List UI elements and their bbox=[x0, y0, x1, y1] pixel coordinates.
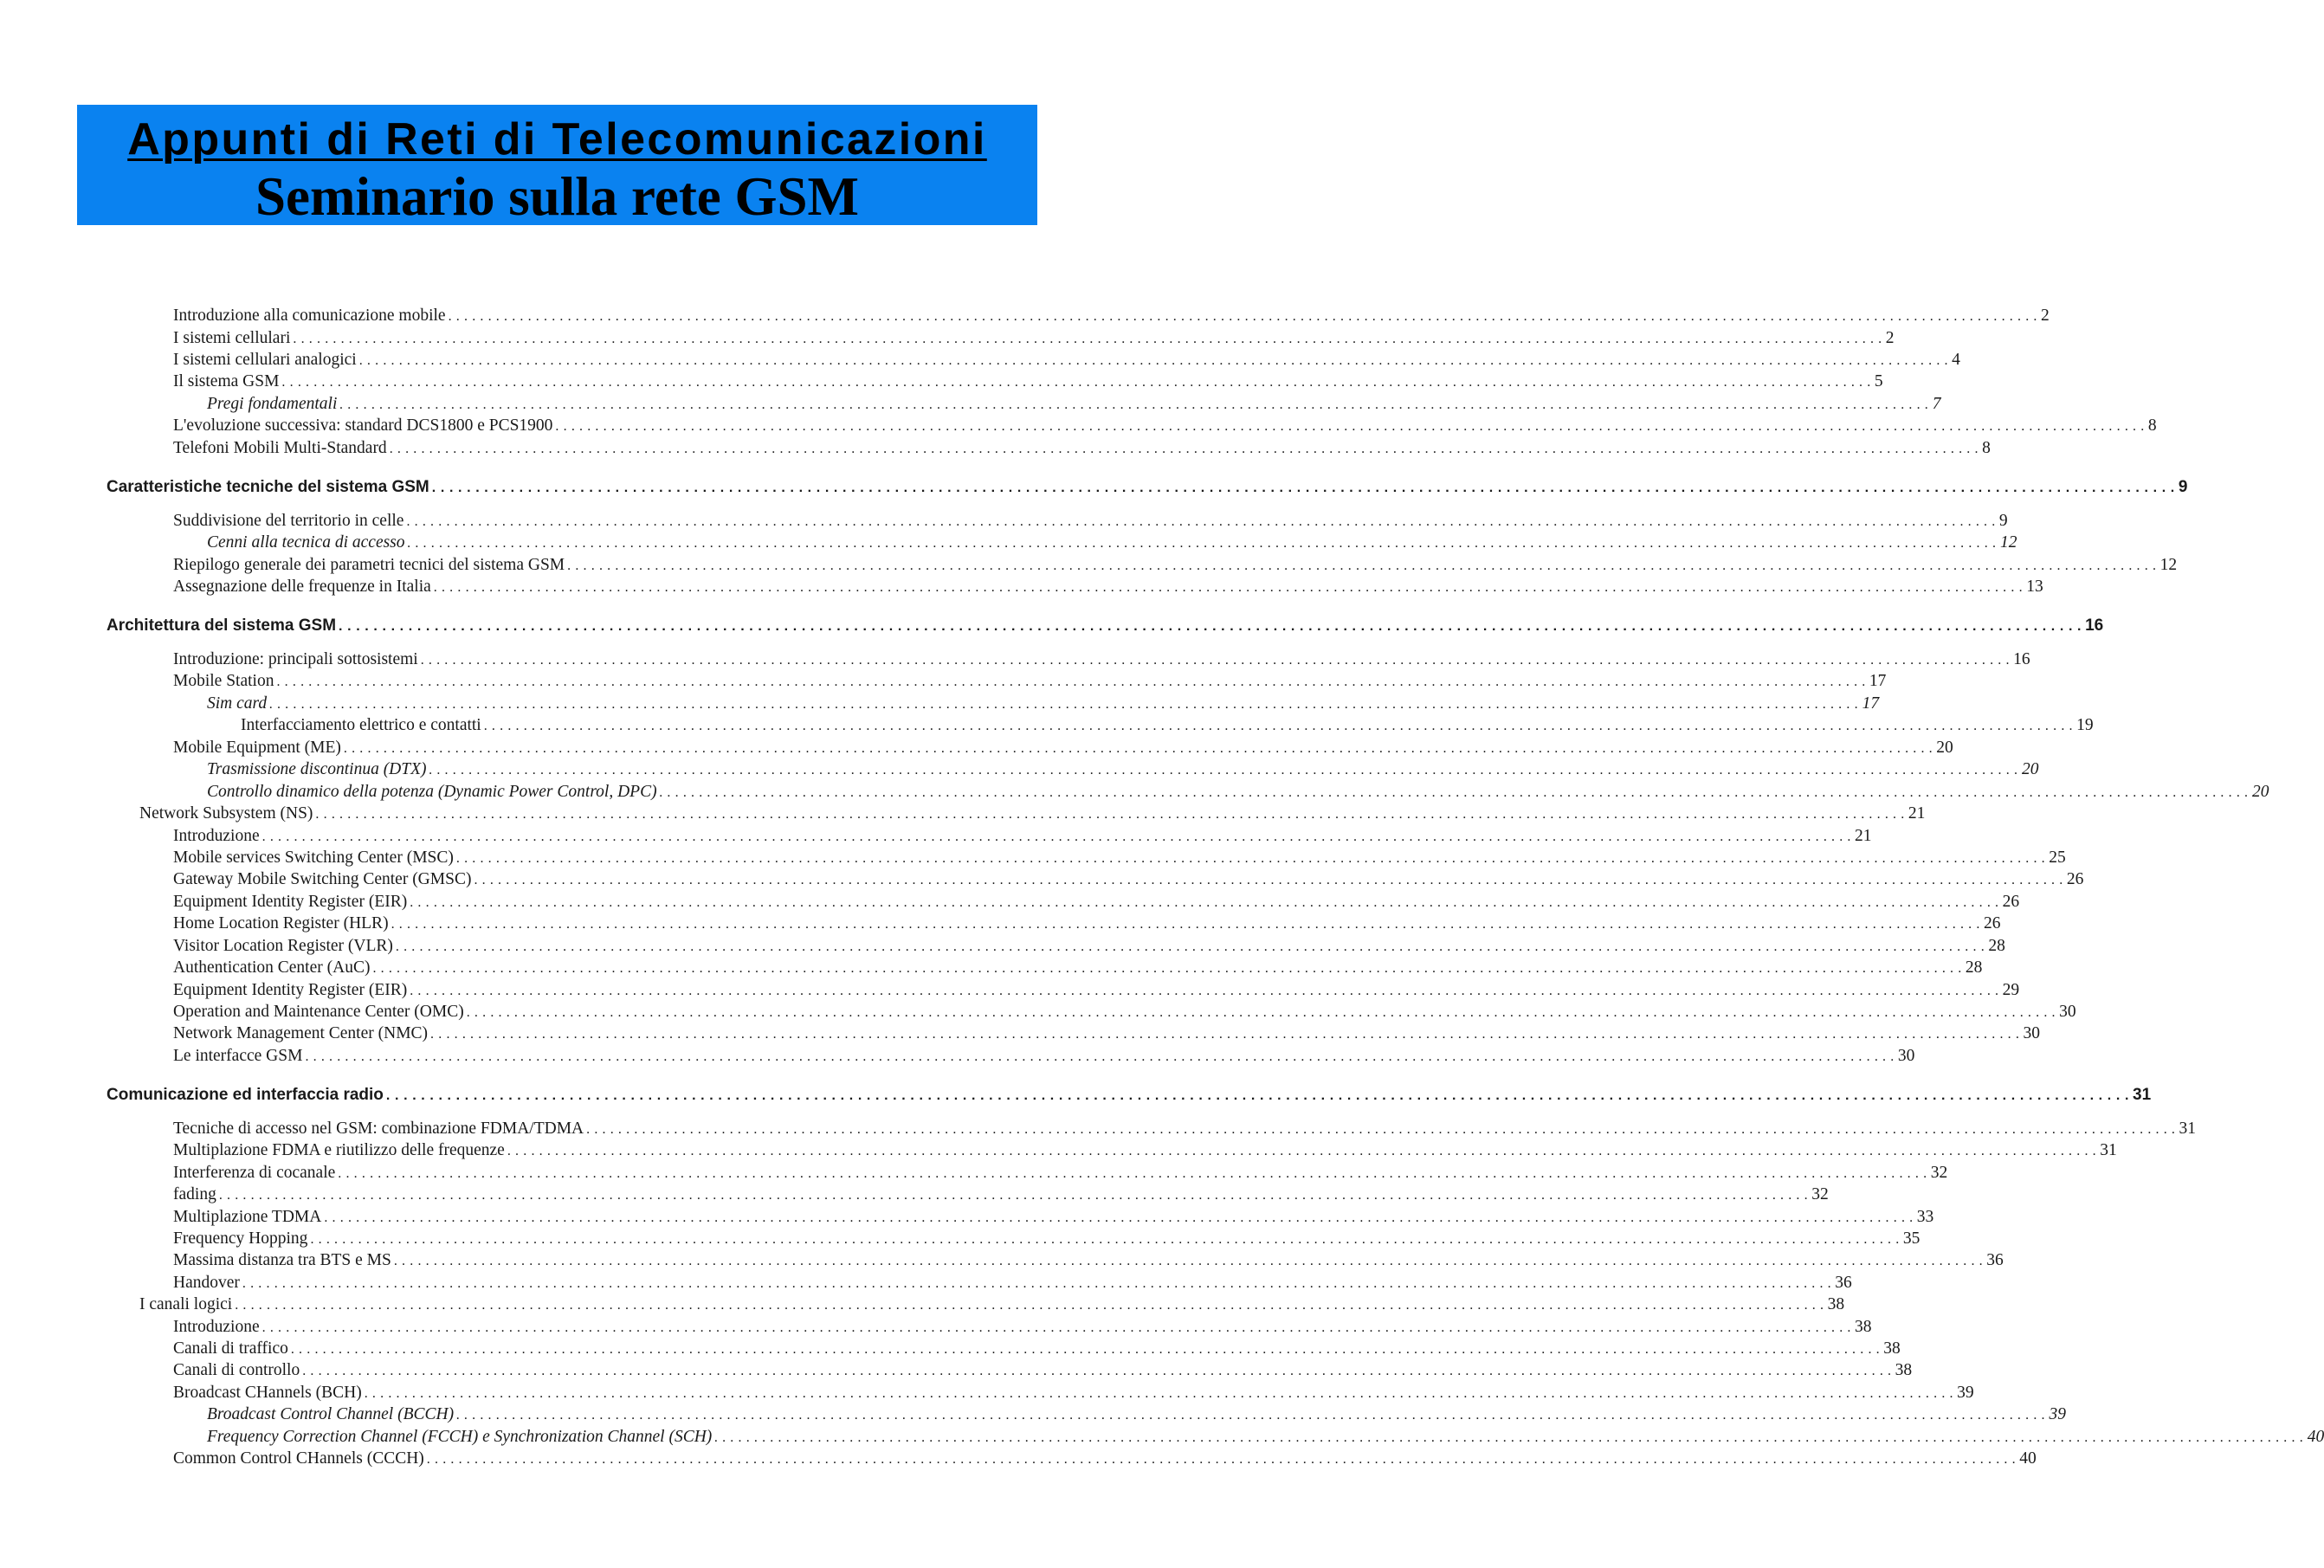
toc-leader-dots: . . . . . . . . . . . . . . . . . . . . . . . . . . . . . . . . . . . . . . . . . . . . . . . . . . . . . . . . . . . . . . . . . . . . . . . . . . . . . . . . . . . . . . . . . . . . . . . . . . . . . . . . . . . . . . . . . . . . . . . . . . . . . . . . . . . . . . . . . . . . . . . . . . . . . . . . . . . . . . . . . . . . . . . . . . . . . . . . . . . . . . . . . . . . . . . . . . . . . . . . bbox=[466, 1005, 2056, 1020]
toc-entry-page: 26 bbox=[2066, 870, 2084, 888]
toc-entry-title: Frequency Correction Channel (FCCH) e Synchronization Channel (SCH) bbox=[207, 1428, 713, 1446]
toc-entry[interactable] bbox=[139, 803, 1926, 825]
toc-entry[interactable] bbox=[173, 670, 1887, 693]
toc-entry-page: 36 bbox=[1986, 1251, 2004, 1269]
toc-entry[interactable] bbox=[173, 305, 2050, 327]
toc-entry[interactable] bbox=[173, 979, 2020, 1002]
toc-entry[interactable] bbox=[207, 693, 1880, 715]
toc-entry[interactable] bbox=[173, 1382, 1974, 1404]
toc-entry[interactable] bbox=[173, 913, 2001, 935]
toc-leader-dots: . . . . . . . . . . . . . . . . . . . . . . . . . . . . . . . . . . . . . . . . . . . . . . . . . . . . . . . . . . . . . . . . . . . . . . . . . . . . . . . . . . . . . . . . . . . . . . . . . . . . . . . . . . . . . . . . . . . . . . . . . . . . . . . . . . . . . . . . . . . . . . . . . . . . . . . . . . . . . . . . . . . . . . . . . . . . . . . . . . . . . . . . . . . . . . . . . . . . . . . . bbox=[372, 961, 1962, 976]
toc-entry[interactable] bbox=[173, 1338, 1901, 1360]
toc-entry[interactable] bbox=[173, 1045, 1915, 1068]
toc-leader-dots: . . . . . . . . . . . . . . . . . . . . . . . . . . . . . . . . . . . . . . . . . . . . . . . . . . . . . . . . . . . . . . . . . . . . . . . . . . . . . . . . . . . . . . . . . . . . . . . . . . . . . . . . . . . . . . . . . . . . . . . . . . . . . . . . . . . . . . . . . . . . . . . . . . . . . . . . . . . . . . . . . . . . . . . . . . . . . . . . . . . . . . . . . . . . . . . . . . . . . . . . bbox=[290, 1342, 1881, 1357]
toc-entry-page: 17 bbox=[1869, 672, 1887, 690]
toc-leader-dots: . . . . . . . . . . . . . . . . . . . . . . . . . . . . . . . . . . . . . . . . . . . . . . . . . . . . . . . . . . . . . . . . . . . . . . . . . . . . . . . . . . . . . . . . . . . . . . . . . . . . . . . . . . . . . . . . . . . . . . . . . . . . . . . . . . . . . . . . . . . . . . . . . . . . . . . . . . . . . . . . . . . . . . . . . . . . . . . . . . . . . . . . . . . . . . . . . . . . . . . . bbox=[385, 1088, 2129, 1103]
toc-entry-page: 13 bbox=[2026, 578, 2043, 596]
toc-entry-page: 40 bbox=[2307, 1428, 2324, 1446]
toc-leader-dots: . . . . . . . . . . . . . . . . . . . . . . . . . . . . . . . . . . . . . . . . . . . . . . . . . . . . . . . . . . . . . . . . . . . . . . . . . . . . . . . . . . . . . . . . . . . . . . . . . . . . . . . . . . . . . . . . . . . . . . . . . . . . . . . . . . . . . . . . . . . . . . . . . . . . . . . . . . . . . . . . . . . . . . . . . . . . . . . . . . . . . . . . . . . . . . . . . . . . . . . . bbox=[389, 442, 1979, 456]
toc-entry-page: 19 bbox=[2076, 716, 2094, 734]
toc-leader-dots: . . . . . . . . . . . . . . . . . . . . . . . . . . . . . . . . . . . . . . . . . . . . . . . . . . . . . . . . . . . . . . . . . . . . . . . . . . . . . . . . . . . . . . . . . . . . . . . . . . . . . . . . . . . . . . . . . . . . . . . . . . . . . . . . . . . . . . . . . . . . . . . . . . . . . . . . . . . . . . . . . . . . . . . . . . . . . . . . . . . . . . . . . . . . . . . . . . . . . . . . bbox=[281, 375, 1871, 390]
toc-entry[interactable] bbox=[207, 758, 2039, 781]
toc-entry-page: 21 bbox=[1855, 827, 1872, 845]
toc-entry[interactable] bbox=[173, 510, 2008, 532]
toc-entry-page: 28 bbox=[1965, 958, 1983, 977]
toc-leader-dots: . . . . . . . . . . . . . . . . . . . . . . . . . . . . . . . . . . . . . . . . . . . . . . . . . . . . . . . . . . . . . . . . . . . . . . . . . . . . . . . . . . . . . . . . . . . . . . . . . . . . . . . . . . . . . . . . . . . . . . . . . . . . . . . . . . . . . . . . . . . . . . . . . . . . . . . . . . . . . . . . . . . . . . . . . . . . . . . . . . . . . . . . . . . . . . . . . . . . . . . . bbox=[315, 807, 1905, 822]
toc-entry-title: Common Control CHannels (CCCH) bbox=[173, 1449, 424, 1468]
toc-leader-dots: . . . . . . . . . . . . . . . . . . . . . . . . . . . . . . . . . . . . . . . . . . . . . . . . . . . . . . . . . . . . . . . . . . . . . . . . . . . . . . . . . . . . . . . . . . . . . . . . . . . . . . . . . . . . . . . . . . . . . . . . . . . . . . . . . . . . . . . . . . . . . . . . . . . . . . . . . . . . . . . . . . . . . . . . . . . . . . . . . . . . . . . . . . . . . . . . . . . . . . . . bbox=[242, 1276, 1832, 1291]
toc-entry-title: Multiplazione TDMA bbox=[173, 1208, 322, 1226]
toc-entry-title: Sim card bbox=[207, 694, 268, 713]
toc-entry[interactable] bbox=[173, 1001, 2076, 1023]
toc-entry-page: 16 bbox=[2085, 616, 2104, 635]
toc-entry-title: Introduzione: principali sottosistemi bbox=[173, 650, 418, 668]
toc-entry-page: 20 bbox=[2021, 760, 2039, 778]
toc-entry-page: 8 bbox=[2147, 416, 2157, 435]
toc-section-entry[interactable] bbox=[107, 1084, 2152, 1107]
toc-entry[interactable] bbox=[173, 415, 2157, 437]
toc-leader-dots: . . . . . . . . . . . . . . . . . . . . . . . . . . . . . . . . . . . . . . . . . . . . . . . . . . . . . . . . . . . . . . . . . . . . . . . . . . . . . . . . . . . . . . . . . . . . . . . . . . . . . . . . . . . . . . . . . . . . . . . . . . . . . . . . . . . . . . . . . . . . . . . . . . . . . . . . . . . . . . . . . . . . . . . . . . . . . . . . . . . . . . . . . . . . . . . . . . . . . . . . bbox=[235, 1298, 1824, 1313]
toc-entry[interactable] bbox=[173, 1184, 1829, 1206]
toc-entry[interactable] bbox=[173, 847, 2066, 869]
toc-entry-page: 4 bbox=[1952, 351, 1960, 369]
toc-entry-title: fading bbox=[173, 1185, 216, 1203]
toc-entry[interactable] bbox=[173, 327, 1895, 350]
toc-entry[interactable] bbox=[173, 1118, 2197, 1140]
toc-leader-dots: . . . . . . . . . . . . . . . . . . . . . . . . . . . . . . . . . . . . . . . . . . . . . . . . . . . . . . . . . . . . . . . . . . . . . . . . . . . . . . . . . . . . . . . . . . . . . . . . . . . . . . . . . . . . . . . . . . . . . . . . . . . . . . . . . . . . . . . . . . . . . . . . . . . . . . . . . . . . . . . . . . . . . . . . . . . . . . . . . . . . . . . . . . . . . . . . . . . . . . . . bbox=[555, 419, 2145, 434]
toc-entry-title: Introduzione bbox=[173, 1318, 260, 1336]
toc-entry[interactable] bbox=[173, 825, 1872, 848]
toc-entry-page: 29 bbox=[2002, 981, 2020, 999]
toc-entry-title: I sistemi cellulari analogici bbox=[173, 351, 357, 369]
toc-entry-page: 12 bbox=[2159, 556, 2178, 574]
toc-entry-page: 7 bbox=[1932, 395, 1941, 413]
toc-entry[interactable] bbox=[173, 1249, 2004, 1272]
toc-leader-dots: . . . . . . . . . . . . . . . . . . . . . . . . . . . . . . . . . . . . . . . . . . . . . . . . . . . . . . . . . . . . . . . . . . . . . . . . . . . . . . . . . . . . . . . . . . . . . . . . . . . . . . . . . . . . . . . . . . . . . . . . . . . . . . . . . . . . . . . . . . . . . . . . . . . . . . . . . . . . . . . . . . . . . . . . . . . . . . . . . . . . . . . . . . . . . . . . . . . . . . . . bbox=[276, 674, 1866, 689]
toc-leader-dots: . . . . . . . . . . . . . . . . . . . . . . . . . . . . . . . . . . . . . . . . . . . . . . . . . . . . . . . . . . . . . . . . . . . . . . . . . . . . . . . . . . . . . . . . . . . . . . . . . . . . . . . . . . . . . . . . . . . . . . . . . . . . . . . . . . . . . . . . . . . . . . . . . . . . . . . . . . . . . . . . . . . . . . . . . . . . . . . . . . . . . . . . . . . . . . . . . . . . . . . . bbox=[507, 1144, 2097, 1158]
toc-entry-page: 38 bbox=[1895, 1361, 1913, 1379]
toc-leader-dots: . . . . . . . . . . . . . . . . . . . . . . . . . . . . . . . . . . . . . . . . . . . . . . . . . . . . . . . . . . . . . . . . . . . . . . . . . . . . . . . . . . . . . . . . . . . . . . . . . . . . . . . . . . . . . . . . . . . . . . . . . . . . . . . . . . . . . . . . . . . . . . . . . . . . . . . . . . . . . . . . . . . . . . . . . . . . . . . . . . . . . . . . . . . . . . . . . . . . . . . . bbox=[483, 719, 2074, 733]
toc-leader-dots: . . . . . . . . . . . . . . . . . . . . . . . . . . . . . . . . . . . . . . . . . . . . . . . . . . . . . . . . . . . . . . . . . . . . . . . . . . . . . . . . . . . . . . . . . . . . . . . . . . . . . . . . . . . . . . . . . . . . . . . . . . . . . . . . . . . . . . . . . . . . . . . . . . . . . . . . . . . . . . . . . . . . . . . . . . . . . . . . . . . . . . . . . . . . . . . . . . . . . . . . bbox=[410, 984, 1999, 998]
toc-entry-title: Frequency Hopping bbox=[173, 1229, 308, 1248]
toc-entry-page: 26 bbox=[2002, 893, 2020, 911]
toc-entry[interactable] bbox=[173, 437, 1991, 460]
toc-entry[interactable] bbox=[173, 957, 1983, 979]
toc-leader-dots: . . . . . . . . . . . . . . . . . . . . . . . . . . . . . . . . . . . . . . . . . . . . . . . . . . . . . . . . . . . . . . . . . . . . . . . . . . . . . . . . . . . . . . . . . . . . . . . . . . . . . . . . . . . . . . . . . . . . . . . . . . . . . . . . . . . . . . . . . . . . . . . . . . . . . . . . . . . . . . . . . . . . . . . . . . . . . . . . . . . . . . . . . . . . . . . . . . . . . . . . bbox=[343, 741, 1933, 756]
toc-leader-dots: . . . . . . . . . . . . . . . . . . . . . . . . . . . . . . . . . . . . . . . . . . . . . . . . . . . . . . . . . . . . . . . . . . . . . . . . . . . . . . . . . . . . . . . . . . . . . . . . . . . . . . . . . . . . . . . . . . . . . . . . . . . . . . . . . . . . . . . . . . . . . . . . . . . . . . . . . . . . . . . . . . . . . . . . . . . . . . . . . . . . . . . . . . . . . . . . . . . . . . . . bbox=[433, 580, 2024, 595]
document-title: Appunti di Reti di Telecomunicazioni bbox=[127, 114, 987, 165]
toc-entry[interactable] bbox=[173, 576, 2043, 598]
toc-entry-page: 31 bbox=[2100, 1141, 2117, 1159]
toc-entry-title: Comunicazione ed interfaccia radio bbox=[107, 1086, 384, 1104]
toc-entry-page: 33 bbox=[1916, 1208, 1934, 1226]
toc-entry[interactable] bbox=[173, 1448, 2037, 1470]
toc-entry-title: Network Management Center (NMC) bbox=[173, 1024, 429, 1042]
toc-entry[interactable] bbox=[207, 532, 2017, 554]
toc-entry-title: Handover bbox=[173, 1274, 240, 1292]
toc-entry-page: 38 bbox=[1827, 1295, 1845, 1313]
toc-entry[interactable] bbox=[173, 1359, 1913, 1382]
toc-leader-dots: . . . . . . . . . . . . . . . . . . . . . . . . . . . . . . . . . . . . . . . . . . . . . . . . . . . . . . . . . . . . . . . . . . . . . . . . . . . . . . . . . . . . . . . . . . . . . . . . . . . . . . . . . . . . . . . . . . . . . . . . . . . . . . . . . . . . . . . . . . . . . . . . . . . . . . . . . . . . . . . . . . . . . . . . . . . . . . . . . . . . . . . . . . . . . . . . . . . . . . . . bbox=[293, 332, 1882, 346]
toc-entry-title: Interferenza di cocanale bbox=[173, 1164, 336, 1182]
toc-leader-dots: . . . . . . . . . . . . . . . . . . . . . . . . . . . . . . . . . . . . . . . . . . . . . . . . . . . . . . . . . . . . . . . . . . . . . . . . . . . . . . . . . . . . . . . . . . . . . . . . . . . . . . . . . . . . . . . . . . . . . . . . . . . . . . . . . . . . . . . . . . . . . . . . . . . . . . . . . . . . . . . . . . . . . . . . . . . . . . . . . . . . . . . . . . . . . . . . . . . . . . . . bbox=[339, 397, 1929, 412]
toc-entry-title: Controllo dinamico della potenza (Dynamic Power Control, DPC) bbox=[207, 783, 657, 801]
toc-entry[interactable] bbox=[207, 1403, 2066, 1426]
toc-leader-dots: . . . . . . . . . . . . . . . . . . . . . . . . . . . . . . . . . . . . . . . . . . . . . . . . . . . . . . . . . . . . . . . . . . . . . . . . . . . . . . . . . . . . . . . . . . . . . . . . . . . . . . . . . . . . . . . . . . . . . . . . . . . . . . . . . . . . . . . . . . . . . . . . . . . . . . . . . . . . . . . . . . . . . . . . . . . . . . . . . . . . . . . . . . . . . . . . . . . . . . . . bbox=[393, 1254, 1984, 1268]
toc-entry-page: 38 bbox=[1855, 1318, 1872, 1336]
toc-entry-title: Caratteristiche tecniche del sistema GSM bbox=[107, 478, 429, 496]
document-subtitle: Seminario sulla rete GSM bbox=[255, 166, 860, 227]
toc-leader-dots: . . . . . . . . . . . . . . . . . . . . . . . . . . . . . . . . . . . . . . . . . . . . . . . . . . . . . . . . . . . . . . . . . . . . . . . . . . . . . . . . . . . . . . . . . . . . . . . . . . . . . . . . . . . . . . . . . . . . . . . . . . . . . . . . . . . . . . . . . . . . . . . . . . . . . . . . . . . . . . . . . . . . . . . . . . . . . . . . . . . . . . . . . . . . . . . . . . . . . . . . bbox=[586, 1122, 2176, 1137]
toc-leader-dots: . . . . . . . . . . . . . . . . . . . . . . . . . . . . . . . . . . . . . . . . . . . . . . . . . . . . . . . . . . . . . . . . . . . . . . . . . . . . . . . . . . . . . . . . . . . . . . . . . . . . . . . . . . . . . . . . . . . . . . . . . . . . . . . . . . . . . . . . . . . . . . . . . . . . . . . . . . . . . . . . . . . . . . . . . . . . . . . . . . . . . . . . . . . . . . . . . . . . . . . . bbox=[338, 1166, 1927, 1181]
toc-entry-title: Equipment Identity Register (EIR) bbox=[173, 981, 408, 999]
toc-entry-title: Architettura del sistema GSM bbox=[107, 616, 337, 635]
toc-entry-title: Visitor Location Register (VLR) bbox=[173, 937, 393, 955]
toc-entry-title: Authentication Center (AuC) bbox=[173, 958, 371, 977]
toc-entry-page: 20 bbox=[2252, 783, 2269, 801]
toc-entry-page: 30 bbox=[2023, 1024, 2040, 1042]
toc-entry-title: Tecniche di accesso nel GSM: combinazione FDMA/TDMA bbox=[173, 1120, 584, 1138]
toc-leader-dots: . . . . . . . . . . . . . . . . . . . . . . . . . . . . . . . . . . . . . . . . . . . . . . . . . . . . . . . . . . . . . . . . . . . . . . . . . . . . . . . . . . . . . . . . . . . . . . . . . . . . . . . . . . . . . . . . . . . . . . . . . . . . . . . . . . . . . . . . . . . . . . . . . . . . . . . . . . . . . . . . . . . . . . . . . . . . . . . . . . . . . . . . . . . . . . . . . . . . . . . . bbox=[364, 1386, 1954, 1401]
toc-entry[interactable] bbox=[173, 868, 2084, 891]
toc-entry-page: 2 bbox=[2041, 307, 2050, 325]
toc-entry-title: Equipment Identity Register (EIR) bbox=[173, 893, 408, 911]
toc-entry-title: Network Subsystem (NS) bbox=[139, 804, 313, 823]
toc-leader-dots: . . . . . . . . . . . . . . . . . . . . . . . . . . . . . . . . . . . . . . . . . . . . . . . . . . . . . . . . . . . . . . . . . . . . . . . . . . . . . . . . . . . . . . . . . . . . . . . . . . . . . . . . . . . . . . . . . . . . . . . . . . . . . . . . . . . . . . . . . . . . . . . . . . . . . . . . . . . . . . . . . . . . . . . . . . . . . . . . . . . . . . . . . . . . . . . . . . . . . . . . bbox=[302, 1364, 1892, 1378]
toc-leader-dots: . . . . . . . . . . . . . . . . . . . . . . . . . . . . . . . . . . . . . . . . . . . . . . . . . . . . . . . . . . . . . . . . . . . . . . . . . . . . . . . . . . . . . . . . . . . . . . . . . . . . . . . . . . . . . . . . . . . . . . . . . . . . . . . . . . . . . . . . . . . . . . . . . . . . . . . . . . . . . . . . . . . . . . . . . . . . . . . . . . . . . . . . . . . . . . . . . . . . . . . . bbox=[659, 785, 2250, 800]
toc-entry-title: Assegnazione delle frequenze in Italia bbox=[173, 578, 431, 596]
toc-leader-dots: . . . . . . . . . . . . . . . . . . . . . . . . . . . . . . . . . . . . . . . . . . . . . . . . . . . . . . . . . . . . . . . . . . . . . . . . . . . . . . . . . . . . . . . . . . . . . . . . . . . . . . . . . . . . . . . . . . . . . . . . . . . . . . . . . . . . . . . . . . . . . . . . . . . . . . . . . . . . . . . . . . . . . . . . . . . . . . . . . . . . . . . . . . . . . . . . . . . . . . . . bbox=[358, 353, 1949, 368]
toc-leader-dots: . . . . . . . . . . . . . . . . . . . . . . . . . . . . . . . . . . . . . . . . . . . . . . . . . . . . . . . . . . . . . . . . . . . . . . . . . . . . . . . . . . . . . . . . . . . . . . . . . . . . . . . . . . . . . . . . . . . . . . . . . . . . . . . . . . . . . . . . . . . . . . . . . . . . . . . . . . . . . . . . . . . . . . . . . . . . . . . . . . . . . . . . . . . . . . . . . . . . . . . . bbox=[406, 514, 1996, 529]
toc-entry-page: 32 bbox=[1811, 1185, 1829, 1203]
toc-entry-page: 9 bbox=[1998, 512, 2008, 530]
toc-entry-title: Mobile Equipment (ME) bbox=[173, 739, 341, 757]
toc-entry-title: Mobile services Switching Center (MSC) bbox=[173, 849, 454, 867]
toc-entry-page: 16 bbox=[2013, 650, 2030, 668]
toc-entry-title: Cenni alla tecnica di accesso bbox=[207, 533, 405, 552]
toc-entry[interactable] bbox=[173, 1316, 1872, 1339]
toc-leader-dots: . . . . . . . . . . . . . . . . . . . . . . . . . . . . . . . . . . . . . . . . . . . . . . . . . . . . . . . . . . . . . . . . . . . . . . . . . . . . . . . . . . . . . . . . . . . . . . . . . . . . . . . . . . . . . . . . . . . . . . . . . . . . . . . . . . . . . . . . . . . . . . . . . . . . . . . . . . . . . . . . . . . . . . . . . . . . . . . . . . . . . . . . . . . . . . . . . . . . . . . . bbox=[714, 1430, 2304, 1445]
toc-entry[interactable] bbox=[173, 1023, 2040, 1045]
toc-entry-page: 28 bbox=[1988, 937, 2005, 955]
toc-entry[interactable] bbox=[207, 1426, 2324, 1449]
toc-entry[interactable] bbox=[173, 371, 1883, 393]
toc-entry[interactable] bbox=[173, 1139, 2117, 1162]
toc-leader-dots: . . . . . . . . . . . . . . . . . . . . . . . . . . . . . . . . . . . . . . . . . . . . . . . . . . . . . . . . . . . . . . . . . . . . . . . . . . . . . . . . . . . . . . . . . . . . . . . . . . . . . . . . . . . . . . . . . . . . . . . . . . . . . . . . . . . . . . . . . . . . . . . . . . . . . . . . . . . . . . . . . . . . . . . . . . . . . . . . . . . . . . . . . . . . . . . . . . . . . . . . bbox=[448, 309, 2037, 324]
toc-entry-page: 32 bbox=[1930, 1164, 1948, 1182]
toc-entry-title: Broadcast Control Channel (BCCH) bbox=[207, 1405, 455, 1423]
toc-entry-title: Canali di traffico bbox=[173, 1339, 288, 1358]
toc-entry-title: Le interfacce GSM bbox=[173, 1047, 303, 1065]
toc-entry-page: 35 bbox=[1902, 1229, 1921, 1248]
toc-entry-title: Operation and Maintenance Center (OMC) bbox=[173, 1003, 464, 1021]
toc-leader-dots: . . . . . . . . . . . . . . . . . . . . . . . . . . . . . . . . . . . . . . . . . . . . . . . . . . . . . . . . . . . . . . . . . . . . . . . . . . . . . . . . . . . . . . . . . . . . . . . . . . . . . . . . . . . . . . . . . . . . . . . . . . . . . . . . . . . . . . . . . . . . . . . . . . . . . . . . . . . . . . . . . . . . . . . . . . . . . . . . . . . . . . . . . . . . . . . . . . . . . . . . bbox=[324, 1210, 1914, 1225]
toc-leader-dots: . . . . . . . . . . . . . . . . . . . . . . . . . . . . . . . . . . . . . . . . . . . . . . . . . . . . . . . . . . . . . . . . . . . . . . . . . . . . . . . . . . . . . . . . . . . . . . . . . . . . . . . . . . . . . . . . . . . . . . . . . . . . . . . . . . . . . . . . . . . . . . . . . . . . . . . . . . . . . . . . . . . . . . . . . . . . . . . . . . . . . . . . . . . . . . . . . . . . . . . . bbox=[420, 653, 2011, 668]
toc-leader-dots: . . . . . . . . . . . . . . . . . . . . . . . . . . . . . . . . . . . . . . . . . . . . . . . . . . . . . . . . . . . . . . . . . . . . . . . . . . . . . . . . . . . . . . . . . . . . . . . . . . . . . . . . . . . . . . . . . . . . . . . . . . . . . . . . . . . . . . . . . . . . . . . . . . . . . . . . . . . . . . . . . . . . . . . . . . . . . . . . . . . . . . . . . . . . . . . . . . . . . . . . bbox=[269, 697, 1859, 712]
toc-entry-title: L'evoluzione successiva: standard DCS1800 e PCS1900 bbox=[173, 416, 553, 435]
toc-entry-title: Canali di controllo bbox=[173, 1361, 300, 1379]
toc-entry[interactable] bbox=[173, 737, 1953, 759]
toc-entry-page: 31 bbox=[2179, 1120, 2197, 1138]
toc-entry-title: Broadcast CHannels (BCH) bbox=[173, 1384, 362, 1402]
toc-entry-title: Massima distanza tra BTS e MS bbox=[173, 1251, 391, 1269]
toc-entry-page: 39 bbox=[2049, 1405, 2066, 1423]
toc-entry-page: 39 bbox=[1957, 1384, 1974, 1402]
toc-entry[interactable] bbox=[207, 781, 2269, 803]
toc-leader-dots: . . . . . . . . . . . . . . . . . . . . . . . . . . . . . . . . . . . . . . . . . . . . . . . . . . . . . . . . . . . . . . . . . . . . . . . . . . . . . . . . . . . . . . . . . . . . . . . . . . . . . . . . . . . . . . . . . . . . . . . . . . . . . . . . . . . . . . . . . . . . . . . . . . . . . . . . . . . . . . . . . . . . . . . . . . . . . . . . . . . . . . . . . . . . . . . . . . . . . . . . bbox=[430, 1027, 2020, 1042]
toc-entry[interactable] bbox=[173, 1206, 1934, 1229]
toc-leader-dots: . . . . . . . . . . . . . . . . . . . . . . . . . . . . . . . . . . . . . . . . . . . . . . . . . . . . . . . . . . . . . . . . . . . . . . . . . . . . . . . . . . . . . . . . . . . . . . . . . . . . . . . . . . . . . . . . . . . . . . . . . . . . . . . . . . . . . . . . . . . . . . . . . . . . . . . . . . . . . . . . . . . . . . . . . . . . . . . . . . . . . . . . . . . . . . . . . . . . . . . . bbox=[431, 481, 2175, 495]
toc-entry[interactable] bbox=[173, 1228, 1921, 1250]
toc-entry-page: 20 bbox=[1936, 739, 1953, 757]
toc-leader-dots: . . . . . . . . . . . . . . . . . . . . . . . . . . . . . . . . . . . . . . . . . . . . . . . . . . . . . . . . . . . . . . . . . . . . . . . . . . . . . . . . . . . . . . . . . . . . . . . . . . . . . . . . . . . . . . . . . . . . . . . . . . . . . . . . . . . . . . . . . . . . . . . . . . . . . . . . . . . . . . . . . . . . . . . . . . . . . . . . . . . . . . . . . . . . . . . . . . . . . . . . bbox=[474, 873, 2063, 887]
toc-entry-page: 5 bbox=[1874, 372, 1883, 390]
toc-entry-title: Mobile Station bbox=[173, 672, 274, 690]
toc-entry-page: 2 bbox=[1885, 329, 1895, 347]
toc-entry-page: 30 bbox=[2059, 1003, 2076, 1021]
toc-leader-dots: . . . . . . . . . . . . . . . . . . . . . . . . . . . . . . . . . . . . . . . . . . . . . . . . . . . . . . . . . . . . . . . . . . . . . . . . . . . . . . . . . . . . . . . . . . . . . . . . . . . . . . . . . . . . . . . . . . . . . . . . . . . . . . . . . . . . . . . . . . . . . . . . . . . . . . . . . . . . . . . . . . . . . . . . . . . . . . . . . . . . . . . . . . . . . . . . . . . . . . . . bbox=[261, 829, 1852, 844]
toc-section-entry[interactable] bbox=[107, 476, 2188, 499]
toc-entry[interactable] bbox=[173, 648, 2030, 671]
toc-entry[interactable] bbox=[173, 1272, 1852, 1294]
toc-entry-page: 36 bbox=[1835, 1274, 1852, 1292]
toc-entry-title: Home Location Register (HLR) bbox=[173, 914, 389, 932]
toc-leader-dots: . . . . . . . . . . . . . . . . . . . . . . . . . . . . . . . . . . . . . . . . . . . . . . . . . . . . . . . . . . . . . . . . . . . . . . . . . . . . . . . . . . . . . . . . . . . . . . . . . . . . . . . . . . . . . . . . . . . . . . . . . . . . . . . . . . . . . . . . . . . . . . . . . . . . . . . . . . . . . . . . . . . . . . . . . . . . . . . . . . . . . . . . . . . . . . . . . . . . . . . . bbox=[456, 1408, 2046, 1423]
toc-entry-title: Riepilogo generale dei parametri tecnici del sistema GSM bbox=[173, 556, 565, 574]
toc-entry[interactable] bbox=[173, 891, 2020, 913]
toc-entry[interactable] bbox=[207, 393, 1941, 416]
toc-entry-title: Telefoni Mobili Multi-Standard bbox=[173, 439, 387, 457]
toc-leader-dots: . . . . . . . . . . . . . . . . . . . . . . . . . . . . . . . . . . . . . . . . . . . . . . . . . . . . . . . . . . . . . . . . . . . . . . . . . . . . . . . . . . . . . . . . . . . . . . . . . . . . . . . . . . . . . . . . . . . . . . . . . . . . . . . . . . . . . . . . . . . . . . . . . . . . . . . . . . . . . . . . . . . . . . . . . . . . . . . . . . . . . . . . . . . . . . . . . . . . . . . . bbox=[567, 558, 2157, 573]
toc-entry-title: Pregi fondamentali bbox=[207, 395, 338, 413]
toc-entry[interactable] bbox=[173, 1162, 1948, 1184]
toc-entry-title: I canali logici bbox=[139, 1295, 233, 1313]
toc-leader-dots: . . . . . . . . . . . . . . . . . . . . . . . . . . . . . . . . . . . . . . . . . . . . . . . . . . . . . . . . . . . . . . . . . . . . . . . . . . . . . . . . . . . . . . . . . . . . . . . . . . . . . . . . . . . . . . . . . . . . . . . . . . . . . . . . . . . . . . . . . . . . . . . . . . . . . . . . . . . . . . . . . . . . . . . . . . . . . . . . . . . . . . . . . . . . . . . . . . . . . . . . bbox=[395, 939, 1985, 954]
toc-entry-title: Trasmissione discontinua (DTX) bbox=[207, 760, 427, 778]
toc-entry-title: I sistemi cellulari bbox=[173, 329, 291, 347]
toc-entry-page: 17 bbox=[1862, 694, 1880, 713]
toc-entry[interactable] bbox=[241, 714, 2094, 737]
toc-entry-page: 26 bbox=[1983, 914, 2001, 932]
toc-entry-page: 8 bbox=[1982, 439, 1991, 457]
toc-leader-dots: . . . . . . . . . . . . . . . . . . . . . . . . . . . . . . . . . . . . . . . . . . . . . . . . . . . . . . . . . . . . . . . . . . . . . . . . . . . . . . . . . . . . . . . . . . . . . . . . . . . . . . . . . . . . . . . . . . . . . . . . . . . . . . . . . . . . . . . . . . . . . . . . . . . . . . . . . . . . . . . . . . . . . . . . . . . . . . . . . . . . . . . . . . . . . . . . . . . . . . . . bbox=[391, 917, 1980, 932]
toc-leader-dots: . . . . . . . . . . . . . . . . . . . . . . . . . . . . . . . . . . . . . . . . . . . . . . . . . . . . . . . . . . . . . . . . . . . . . . . . . . . . . . . . . . . . . . . . . . . . . . . . . . . . . . . . . . . . . . . . . . . . . . . . . . . . . . . . . . . . . . . . . . . . . . . . . . . . . . . . . . . . . . . . . . . . . . . . . . . . . . . . . . . . . . . . . . . . . . . . . . . . . . . . bbox=[410, 895, 1999, 910]
toc-entry[interactable] bbox=[173, 349, 1960, 371]
toc-entry-page: 38 bbox=[1883, 1339, 1901, 1358]
toc-entry-page: 25 bbox=[2049, 849, 2066, 867]
toc-entry-page: 9 bbox=[2178, 478, 2188, 496]
toc-entry-page: 40 bbox=[2019, 1449, 2037, 1468]
toc-entry-title: Interfacciamento elettrico e contatti bbox=[241, 716, 481, 734]
toc-leader-dots: . . . . . . . . . . . . . . . . . . . . . . . . . . . . . . . . . . . . . . . . . . . . . . . . . . . . . . . . . . . . . . . . . . . . . . . . . . . . . . . . . . . . . . . . . . . . . . . . . . . . . . . . . . . . . . . . . . . . . . . . . . . . . . . . . . . . . . . . . . . . . . . . . . . . . . . . . . . . . . . . . . . . . . . . . . . . . . . . . . . . . . . . . . . . . . . . . . . . . . . . bbox=[455, 851, 2046, 866]
toc-entry-page: 30 bbox=[1897, 1047, 1915, 1065]
toc-leader-dots: . . . . . . . . . . . . . . . . . . . . . . . . . . . . . . . . . . . . . . . . . . . . . . . . . . . . . . . . . . . . . . . . . . . . . . . . . . . . . . . . . . . . . . . . . . . . . . . . . . . . . . . . . . . . . . . . . . . . . . . . . . . . . . . . . . . . . . . . . . . . . . . . . . . . . . . . . . . . . . . . . . . . . . . . . . . . . . . . . . . . . . . . . . . . . . . . . . . . . . . . bbox=[310, 1232, 1900, 1247]
toc-entry-title: Gateway Mobile Switching Center (GMSC) bbox=[173, 870, 472, 888]
toc-entry-title: Introduzione alla comunicazione mobile bbox=[173, 307, 446, 325]
toc-entry-title: Il sistema GSM bbox=[173, 372, 280, 390]
toc-leader-dots: . . . . . . . . . . . . . . . . . . . . . . . . . . . . . . . . . . . . . . . . . . . . . . . . . . . . . . . . . . . . . . . . . . . . . . . . . . . . . . . . . . . . . . . . . . . . . . . . . . . . . . . . . . . . . . . . . . . . . . . . . . . . . . . . . . . . . . . . . . . . . . . . . . . . . . . . . . . . . . . . . . . . . . . . . . . . . . . . . . . . . . . . . . . . . . . . . . . . . . . . bbox=[407, 536, 1997, 551]
toc-entry-title: Introduzione bbox=[173, 827, 260, 845]
toc-entry-title: Multiplazione FDMA e riutilizzo delle frequenze bbox=[173, 1141, 505, 1159]
toc-leader-dots: . . . . . . . . . . . . . . . . . . . . . . . . . . . . . . . . . . . . . . . . . . . . . . . . . . . . . . . . . . . . . . . . . . . . . . . . . . . . . . . . . . . . . . . . . . . . . . . . . . . . . . . . . . . . . . . . . . . . . . . . . . . . . . . . . . . . . . . . . . . . . . . . . . . . . . . . . . . . . . . . . . . . . . . . . . . . . . . . . . . . . . . . . . . . . . . . . . . . . . . . bbox=[429, 763, 2018, 778]
toc-entry[interactable] bbox=[173, 935, 2005, 958]
toc-leader-dots: . . . . . . . . . . . . . . . . . . . . . . . . . . . . . . . . . . . . . . . . . . . . . . . . . . . . . . . . . . . . . . . . . . . . . . . . . . . . . . . . . . . . . . . . . . . . . . . . . . . . . . . . . . . . . . . . . . . . . . . . . . . . . . . . . . . . . . . . . . . . . . . . . . . . . . . . . . . . . . . . . . . . . . . . . . . . . . . . . . . . . . . . . . . . . . . . . . . . . . . . bbox=[426, 1452, 2017, 1467]
toc-entry-page: 21 bbox=[1908, 804, 1926, 823]
toc-leader-dots: . . . . . . . . . . . . . . . . . . . . . . . . . . . . . . . . . . . . . . . . . . . . . . . . . . . . . . . . . . . . . . . . . . . . . . . . . . . . . . . . . . . . . . . . . . . . . . . . . . . . . . . . . . . . . . . . . . . . . . . . . . . . . . . . . . . . . . . . . . . . . . . . . . . . . . . . . . . . . . . . . . . . . . . . . . . . . . . . . . . . . . . . . . . . . . . . . . . . . . . . bbox=[218, 1188, 1809, 1203]
toc-entry[interactable] bbox=[173, 554, 2178, 577]
toc-leader-dots: . . . . . . . . . . . . . . . . . . . . . . . . . . . . . . . . . . . . . . . . . . . . . . . . . . . . . . . . . . . . . . . . . . . . . . . . . . . . . . . . . . . . . . . . . . . . . . . . . . . . . . . . . . . . . . . . . . . . . . . . . . . . . . . . . . . . . . . . . . . . . . . . . . . . . . . . . . . . . . . . . . . . . . . . . . . . . . . . . . . . . . . . . . . . . . . . . . . . . . . . bbox=[305, 1049, 1895, 1064]
toc-entry-page: 12 bbox=[1999, 533, 2017, 552]
toc-entry[interactable] bbox=[139, 1294, 1845, 1316]
toc-section-entry[interactable] bbox=[107, 615, 2104, 637]
toc-entry-title: Suddivisione del territorio in celle bbox=[173, 512, 404, 530]
toc-leader-dots: . . . . . . . . . . . . . . . . . . . . . . . . . . . . . . . . . . . . . . . . . . . . . . . . . . . . . . . . . . . . . . . . . . . . . . . . . . . . . . . . . . . . . . . . . . . . . . . . . . . . . . . . . . . . . . . . . . . . . . . . . . . . . . . . . . . . . . . . . . . . . . . . . . . . . . . . . . . . . . . . . . . . . . . . . . . . . . . . . . . . . . . . . . . . . . . . . . . . . . . . bbox=[261, 1320, 1852, 1335]
toc-leader-dots: . . . . . . . . . . . . . . . . . . . . . . . . . . . . . . . . . . . . . . . . . . . . . . . . . . . . . . . . . . . . . . . . . . . . . . . . . . . . . . . . . . . . . . . . . . . . . . . . . . . . . . . . . . . . . . . . . . . . . . . . . . . . . . . . . . . . . . . . . . . . . . . . . . . . . . . . . . . . . . . . . . . . . . . . . . . . . . . . . . . . . . . . . . . . . . . . . . . . . . . . bbox=[339, 619, 2082, 634]
toc-entry-page: 31 bbox=[2133, 1086, 2152, 1104]
